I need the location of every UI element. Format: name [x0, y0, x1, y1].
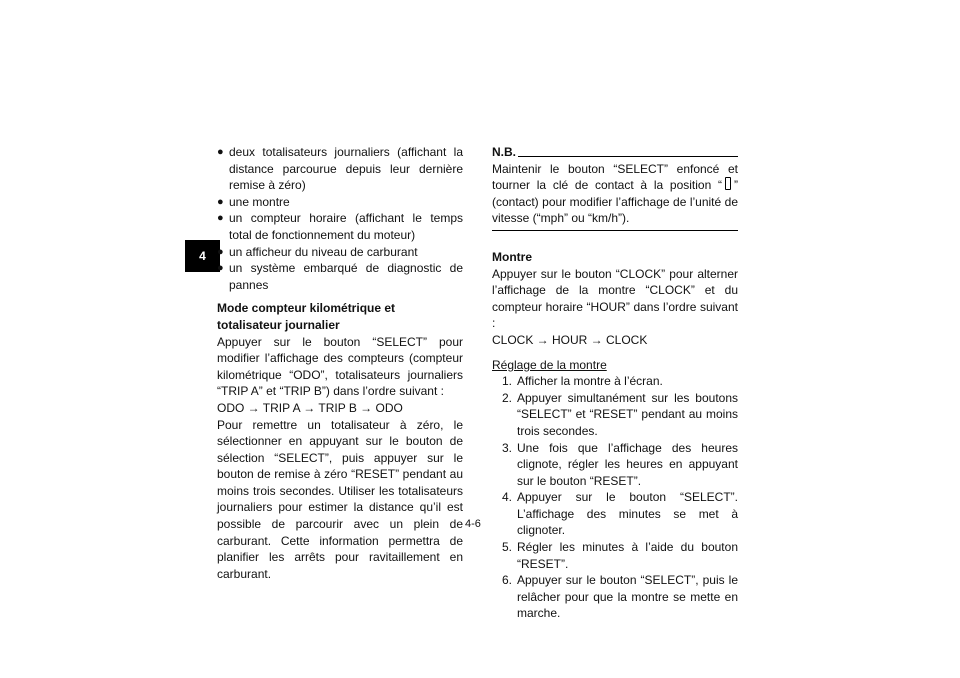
list-item: ● un afficheur du niveau de carburant [217, 244, 463, 261]
step-text: Appuyer simultanément sur les boutons “SELECT” et “RESET” pendant au moins trois secondes. [517, 390, 738, 438]
note-divider [518, 156, 738, 157]
step-number: 4. [501, 490, 512, 505]
note-text-start: Maintenir le bouton “SELECT” enfoncé et tourner la clé de contact à la position “ [492, 161, 738, 193]
step-number: 1. [501, 374, 512, 389]
list-item: ● un compteur horaire (affichant le temps total de fonctionnement du moteur) [217, 210, 463, 243]
note-text-end: ” (contact) pour modifier l’affichage de l’unité de vitesse (“mph” ou “km/h”). [492, 178, 738, 226]
list-item: ● une montre [217, 194, 463, 211]
note-header [492, 144, 738, 161]
list-item [492, 440, 738, 490]
step-text: Une fois que l’affichage des heures clignote, régler les heures en appuyant sur le bouton “RESET”. [517, 440, 738, 488]
list-item: ● deux totalisateurs journaliers (affichant la distance parcourue depuis leur dernière remise à zéro) [217, 144, 463, 194]
left-column [217, 144, 463, 582]
step-number: 6. [501, 573, 512, 588]
chapter-tab [185, 240, 220, 272]
reset-paragraph: Pour remettre un totalisateur à zéro, le sélectionner en appuyant sur le bouton de sélection “SELECT”, puis appuyer sur le bouton de remise à zéro “RESET” pendant au moins trois secondes. Utiliser les totalisateurs journaliers pour estimer la distance qu’il est possible de parcourir avec un plein de carburant. Cette information permettra de planifier les arrêts pour ravitaillement en carburant. [217, 417, 463, 581]
note-bottom-divider [492, 230, 738, 231]
subheading-clock-setting: Réglage de la montre [492, 357, 607, 372]
section-heading-clock: Montre [492, 249, 532, 264]
note-text [492, 161, 738, 227]
step-text: Afficher la montre à l’écran. [517, 374, 663, 389]
right-column [492, 144, 738, 622]
ignition-on-icon [725, 177, 731, 190]
list-item [492, 539, 738, 572]
clock-paragraph: Appuyer sur le bouton “CLOCK” pour alterner l’affichage de la montre “CLOCK” et du compteur horaire “HOUR” dans l’ordre suivant : [492, 266, 738, 331]
step-number: 3. [501, 440, 512, 455]
odometer-sequence: ODO → TRIP A → TRIP B → ODO [217, 400, 403, 415]
list-item [492, 572, 738, 622]
step-text: Appuyer sur le bouton “SELECT”. L’affichage des minutes se met à clignoter. [517, 490, 738, 538]
list-item [492, 489, 738, 539]
section-heading-odometer: Mode compteur kilométrique et totalisateur journalier [217, 301, 396, 332]
page-number: 4-6 [465, 518, 481, 530]
step-number: 5. [501, 540, 512, 555]
list-item [492, 373, 738, 390]
odometer-paragraph: Appuyer sur le bouton “SELECT” pour modifier l’affichage des compteurs (compteur kilométrique “ODO”, totalisateurs journaliers “TRIP A” et “TRIP B”) dans l’ordre suivant : [217, 334, 463, 399]
step-text: Régler les minutes à l’aide du bouton “RESET”. [517, 540, 738, 571]
step-text: Appuyer sur le bouton “SELECT”, puis le relâcher pour que la montre se mette en marche. [517, 573, 738, 621]
feature-list [217, 144, 463, 293]
note-label: N.B. [492, 145, 516, 159]
clock-sequence: CLOCK → HOUR → CLOCK [492, 332, 648, 347]
list-item [492, 390, 738, 440]
clock-setting-steps [492, 373, 738, 622]
chapter-tab-label: 4 [199, 249, 206, 263]
list-item: ● un système embarqué de diagnostic de pannes [217, 260, 463, 293]
step-number: 2. [501, 390, 512, 405]
